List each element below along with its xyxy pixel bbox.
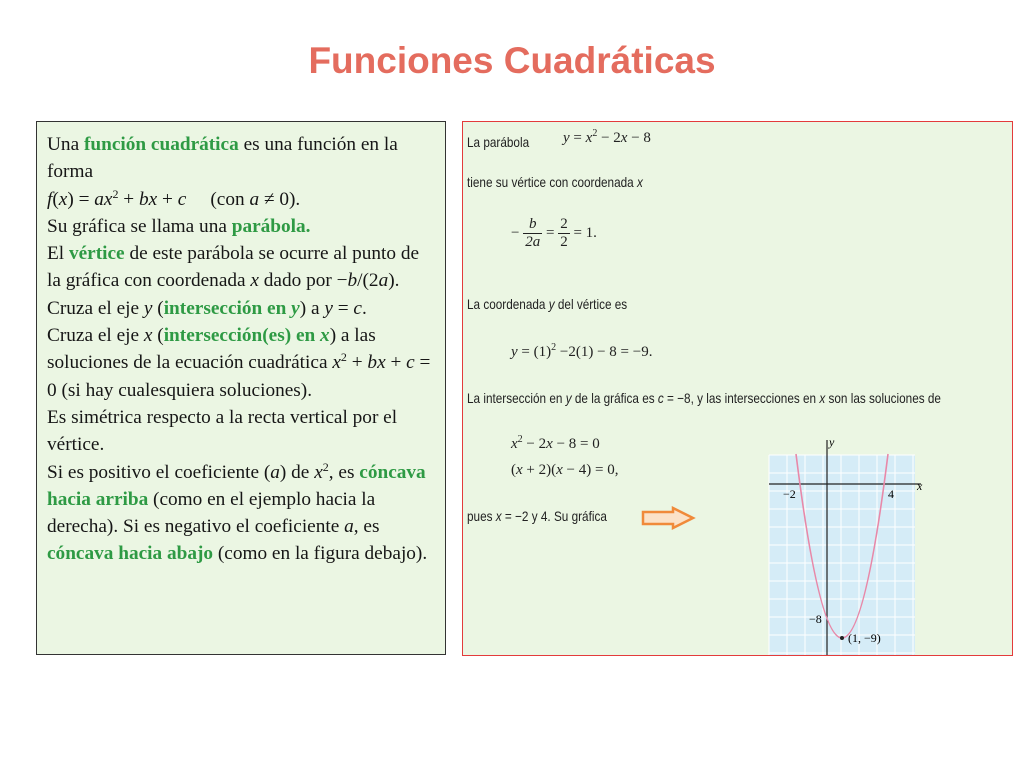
x-axis-label: x xyxy=(917,479,923,493)
definition-paragraph-x-intercepts: Cruza el eje x (intersección(es) en x) a las soluciones de la ecuación cuadrática $x^2$ + bx + c = 0 (si hay cualesquiera soluciones). xyxy=(47,325,431,401)
example-line-parabola: La parábola xyxy=(467,134,530,150)
definition-paragraph-y-intercept: Cruza el eje y (intersección en y) a y = c. xyxy=(47,297,367,319)
definition-paragraph-parabola: Su gráfica se llama una parábola. xyxy=(47,215,311,237)
highlight-interseccion-x: intersección(es) en x xyxy=(163,325,330,347)
quadratic-formula: $f(x) = ax^2$ + bx + c (con a ≠ 0). xyxy=(47,186,301,210)
highlight-vertice: vértice xyxy=(68,243,125,265)
y-axis-label: y xyxy=(829,435,835,449)
example-equation: $y = x^2 - 2x - 8$ xyxy=(563,128,651,146)
highlight-funcion-cuadratica: función cuadrática xyxy=(83,134,239,155)
definition-panel xyxy=(36,121,446,655)
equation-1: $x^2 - 2x - 8 = 0$ xyxy=(511,434,600,452)
example-line-vertex-y: La coordenada y del vértice es xyxy=(467,296,628,312)
parabola-graph xyxy=(763,432,923,656)
page-title: Funciones Cuadráticas xyxy=(308,40,716,81)
example-line-intercepts: La intersección en y de la gráfica es c = −8, y las intersecciones en x son las soluciones de xyxy=(467,390,941,406)
vertex-x-formula: − $\frac{b}{2a}$ = $\frac{2}{2}$ = 1. xyxy=(511,216,597,250)
example-line-graph: pues x = −2 y 4. Su gráfica xyxy=(467,508,607,524)
tick-label-neg2: −2 xyxy=(783,487,796,501)
vertex-point xyxy=(840,636,844,640)
highlight-parabola: parábola. xyxy=(231,215,311,237)
highlight-concava-arriba: cóncava hacia arriba xyxy=(47,461,426,510)
arrow-shape xyxy=(643,508,693,528)
vertex-y-formula: $y = (1)^2 -2(1) - 8 = -9$. xyxy=(511,342,653,360)
example-line-vertex-x: tiene su vértice con coordenada x xyxy=(467,174,643,190)
highlight-interseccion-y: intersección en y xyxy=(163,297,300,319)
equation-2: (x + 2)(x − 4) = 0, xyxy=(511,462,619,478)
definition-paragraph-symmetry: Es simétrica respecto a la recta vertical por el vértice. xyxy=(47,406,398,456)
tick-label-4: 4 xyxy=(888,487,894,501)
definition-paragraph-intro: Una función cuadrática es una función en la forma xyxy=(47,134,398,183)
definition-paragraph-vertex: El vértice de este parábola se ocurre al punto de la gráfica con coordenada x dado por −b/(2a). xyxy=(47,243,420,292)
right-arrow-icon xyxy=(641,506,697,530)
highlight-concava-abajo: cóncava hacia abajo xyxy=(47,543,214,565)
vertex-label: (1, −9) xyxy=(848,631,881,645)
example-panel xyxy=(462,121,1013,656)
graph-grid-background xyxy=(769,455,915,656)
tick-label-neg8: −8 xyxy=(809,612,822,626)
definition-paragraph-concavity: Si es positivo el coeficiente (a) de $x^2$, es cóncava hacia arriba (como en el ejemplo hacia la derecha). Si es negativo el coeficiente a, es cóncava hacia abajo (como en la figura debajo). xyxy=(47,459,428,565)
